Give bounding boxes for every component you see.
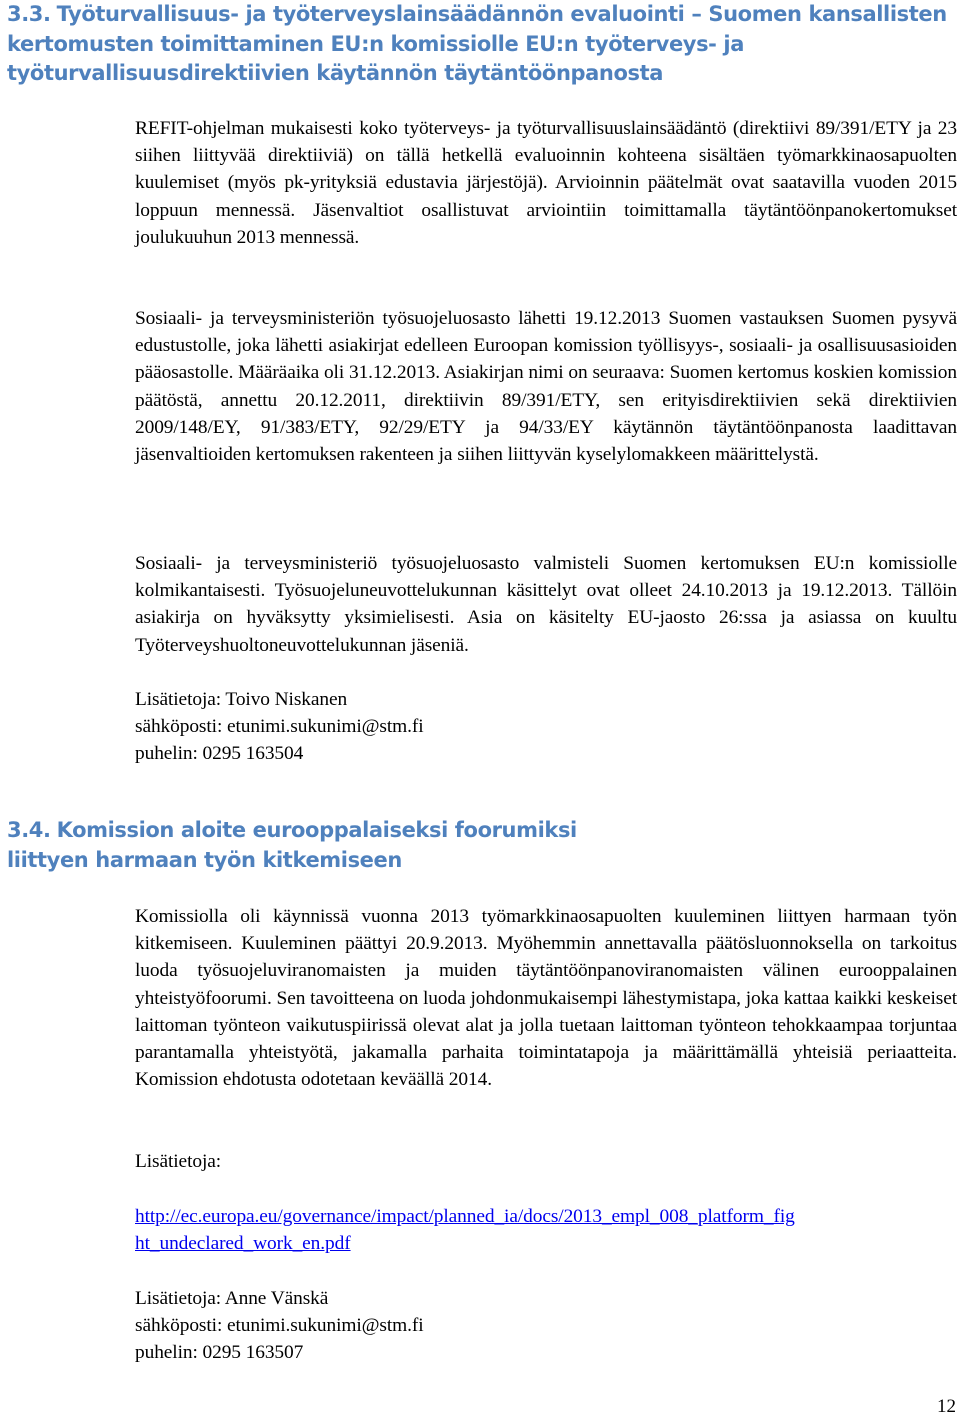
- more-info-label: Lisätietoja:: [135, 1151, 222, 1172]
- contact-phone: puhelin: 0295 163507: [135, 1342, 304, 1364]
- paragraph-preparation: Sosiaali- ja terveysministeriö työsuojeluosasto valmisteli Suomen kertomuksen EU:n komissiolle kolmikantaisesti. Työsuojeluneuvottelukunnan käsittelyt ovat olleet 24.10.2013 ja 19.12.2013. Tällöin asiakirja on hyväksytty yksimielisesti. Asia on käsitelty EU-jaosto 26:ssa ja asiassa on kuultu Työterveyshuoltoneuvottelukunnan jäseniä.: [135, 553, 957, 656]
- section-number: 3.3.: [7, 2, 51, 26]
- contact-block-vanska: [135, 1285, 957, 1367]
- section-title-line2: liittyen harmaan työn kitkemiseen: [7, 847, 402, 872]
- contact-phone: puhelin: 0295 163504: [135, 743, 304, 765]
- contact-block-niskanen: [135, 686, 957, 768]
- page-number: 12: [937, 1396, 956, 1417]
- reference-link-block: [135, 1203, 957, 1257]
- paragraph-refit: REFIT-ohjelman mukaisesti koko työterveys- ja työturvallisuuslainsäädäntö (direktiivi 89/391/ETY ja 23 siihen liittyvää direktiiviä) on tällä hetkellä evaluoinnin kohteena sisältäen työmarkkinaosapuolten kuulemiset (myös pk-yrityksiä edustavia järjestöjä). Arvioinnin päätelmät ovat saatavilla vuoden 2015 loppuun mennessä. Jäsenvaltiot osallistuvat arviointiin toimittamalla täytäntöönpanokertomukset joulukuuhun 2013 mennessä.: [135, 118, 957, 248]
- paragraph-submission: Sosiaali- ja terveysministeriön työsuojeluosasto lähetti 19.12.2013 Suomen vastauksen Suomen pysyvä edustustolle, joka lähetti asiakirjat edelleen Euroopan komission työllisyys-, sosiaali- ja osallisuusasioiden pääosastolle. Määräaika oli 31.12.2013. Asiakirjan nimi on seuraava: Suomen kertomus koskien komission päätöstä, annettu 20.12.2011, direktiivin 89/391/ETY, sen erityisdirektiivien sekä direktiivien 2009/148/EY, 91/383/ETY, 92/29/ETY ja 94/33/EY käytännön täytäntöönpanosta laadittavan jäsenvaltioiden kertomuksen rakenteen ja siihen liittyvän kyselylomakkeen määrittelystä.: [135, 308, 957, 466]
- section-3-4-heading: [7, 816, 577, 875]
- section-title: Työturvallisuus- ja työterveyslainsäädännön evaluointi – Suomen kansallisten kertomusten toimittaminen EU:n komissiolle EU:n työterveys- ja työturvallisuusdirektiivien käytännön täytäntöönpanosta: [7, 2, 947, 85]
- contact-email: sähköposti: etunimi.sukunimi@stm.fi: [135, 1315, 424, 1337]
- section-number: 3.4.: [7, 818, 51, 842]
- reference-link[interactable]: http://ec.europa.eu/governance/impact/planned_ia/docs/2013_empl_008_platform_fig ht_undeclared_work_en.pdf: [135, 1206, 795, 1255]
- paragraph-forum: Komissiolla oli käynnissä vuonna 2013 työmarkkinaosapuolten kuuleminen liittyen harmaan työn kitkemiseen. Kuuleminen päättyi 20.9.2013. Myöhemmin annettavalla päätösluonnoksella on tarkoitus luoda työsuojeluviranomaisten ja muiden täytäntöönpanoviranomaisten välinen eurooppalainen yhteistyöfoorumi. Sen tavoitteena on luoda johdonmukaisempi lähestymistapa, joka kattaa kaikki keskeiset laittoman työnteon vaikutuspiirissä olevat alat ja jolla tuetaan laittoman työnteon tehokkaampaa torjuntaa parantamalla yhteistyötä, jakamalla parhaita toimintatapoja ja määrittämällä yhteisiä periaatteita. Komission ehdotusta odotetaan keväällä 2014.: [135, 906, 957, 1091]
- contact-name: Lisätietoja: Toivo Niskanen: [135, 689, 348, 710]
- contact-email: sähköposti: etunimi.sukunimi@stm.fi: [135, 716, 424, 738]
- section-3-3-heading: [7, 0, 952, 89]
- contact-name: Lisätietoja: Anne Vänskä: [135, 1288, 329, 1309]
- section-title-line1: Komission aloite eurooppalaiseksi foorumiksi: [56, 818, 577, 842]
